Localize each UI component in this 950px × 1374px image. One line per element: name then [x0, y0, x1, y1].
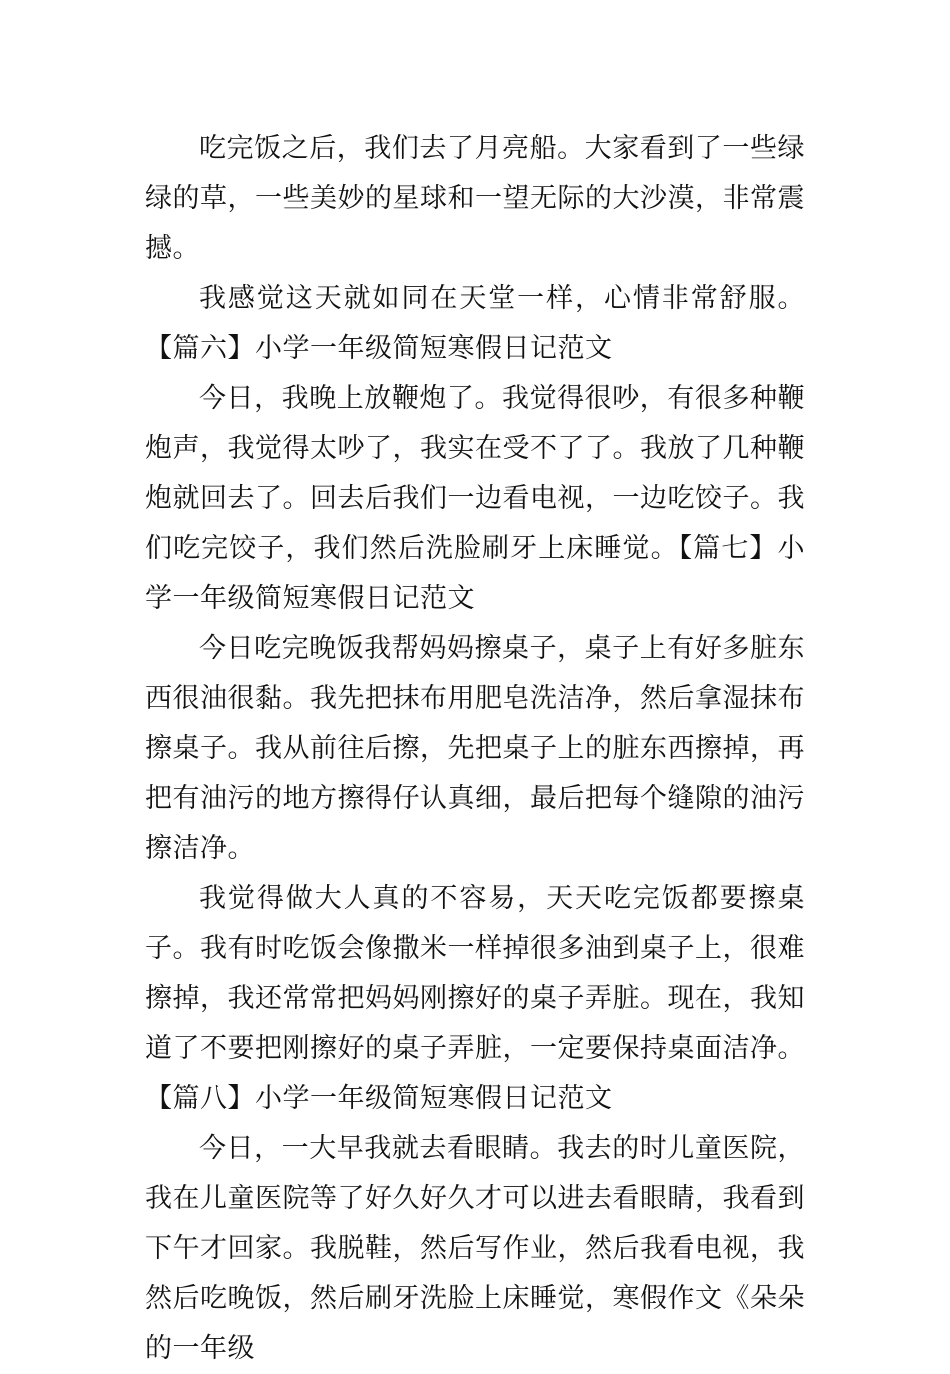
paragraph: 我感觉这天就如同在天堂一样，心情非常舒服。【篇六】小学一年级简短寒假日记范文 [145, 283, 805, 364]
paragraph: 今日，一大早我就去看眼睛。我去的时儿童医院，我在儿童医院等了好久好久才可以进去看眼睛，我看到下午才回家。我脱鞋，然后写作业，然后我看电视，我然后吃晚饭，然后刷牙洗脸上床睡觉，寒假作文《朵朵的一年级 [145, 1133, 805, 1364]
paragraph: 今日，我晚上放鞭炮了。我觉得很吵，有很多种鞭炮声，我觉得太吵了，我实在受不了了。我放了几种鞭炮就回去了。回去后我们一边看电视，一边吃饺子。我们吃完饺子，我们然后洗脸刷牙上床睡觉。【篇七】小学一年级简短寒假日记范文 [145, 383, 805, 614]
document-body [145, 124, 805, 1374]
paragraph: 今日吃完晚饭我帮妈妈擦桌子，桌子上有好多脏东西很油很黏。我先把抹布用肥皂洗洁净，然后拿湿抹布擦桌子。我从前往后擦，先把桌子上的脏东西擦掉，再把有油污的地方擦得仔认真细，最后把每个缝隙的油污擦洁净。 [145, 633, 805, 864]
paragraph: 我觉得做大人真的不容易，天天吃完饭都要擦桌子。我有时吃饭会像撒米一样掉很多油到桌子上，很难擦掉，我还常常把妈妈刚擦好的桌子弄脏。现在，我知道了不要把刚擦好的桌子弄脏，一定要保持桌面洁净。【篇八】小学一年级简短寒假日记范文 [145, 883, 805, 1114]
paragraph: 吃完饭之后，我们去了月亮船。大家看到了一些绿绿的草，一些美妙的星球和一望无际的大沙漠，非常震撼。 [145, 133, 805, 264]
